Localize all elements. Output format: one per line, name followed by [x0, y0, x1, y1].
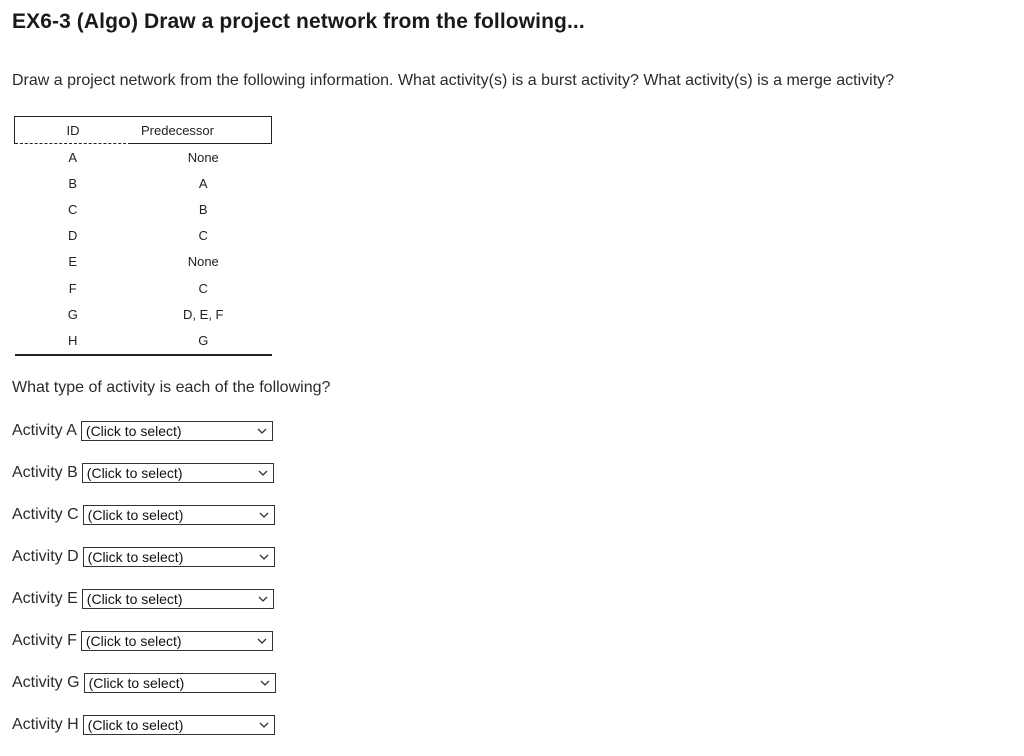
activity-label-b: Activity B — [12, 464, 78, 481]
select-value: (Click to select) — [86, 591, 183, 607]
table-row — [15, 249, 272, 275]
table-row — [15, 144, 272, 171]
page-title: EX6-3 (Algo) Draw a project network from the following... — [12, 10, 585, 33]
select-value: (Click to select) — [85, 633, 182, 649]
chevron-down-icon — [258, 720, 270, 730]
cell-id: D — [68, 228, 78, 244]
activity-row-d — [12, 546, 275, 568]
activity-row-e — [12, 588, 274, 610]
select-value: (Click to select) — [86, 465, 183, 481]
activity-f-select[interactable] — [81, 631, 273, 651]
cell-id: B — [68, 175, 78, 191]
activity-h-select[interactable] — [83, 715, 275, 735]
activity-d-select[interactable] — [83, 547, 275, 567]
column-header-predecessor: Predecessor — [131, 117, 272, 144]
activity-g-select[interactable] — [84, 673, 276, 693]
activity-row-g — [12, 672, 276, 694]
table-row — [15, 170, 272, 196]
activity-e-select[interactable] — [82, 589, 274, 609]
chevron-down-icon — [259, 678, 271, 688]
table-row — [15, 223, 272, 249]
cell-id: E — [68, 254, 78, 270]
table-header-row — [15, 117, 272, 144]
activity-row-a — [12, 420, 273, 442]
table-row — [15, 327, 272, 354]
cell-id: C — [68, 201, 78, 217]
chevron-down-icon — [258, 510, 270, 520]
predecessor-table — [14, 116, 272, 356]
activity-row-c — [12, 504, 275, 526]
chevron-down-icon — [256, 636, 268, 646]
table-row — [15, 301, 272, 327]
select-value: (Click to select) — [85, 423, 182, 439]
activity-label-e: Activity E — [12, 590, 78, 607]
activity-label-g: Activity G — [12, 674, 80, 691]
activity-label-h: Activity H — [12, 716, 79, 733]
cell-predecessor: C — [198, 280, 208, 296]
select-value: (Click to select) — [87, 717, 184, 733]
table-row — [15, 196, 272, 222]
cell-id: F — [68, 280, 77, 296]
cell-predecessor: B — [198, 201, 208, 217]
activity-c-select[interactable] — [83, 505, 275, 525]
cell-id: A — [68, 149, 78, 165]
column-header-id: ID — [15, 117, 132, 144]
activity-row-f — [12, 630, 273, 652]
cell-predecessor: G — [131, 327, 272, 354]
chevron-down-icon — [256, 426, 268, 436]
cell-predecessor: D, E, F — [183, 306, 224, 322]
activity-row-b — [12, 462, 274, 484]
activity-a-select[interactable] — [81, 421, 273, 441]
cell-id: H — [15, 327, 132, 354]
cell-id: G — [67, 306, 78, 322]
sub-question-text: What type of activity is each of the following? — [12, 379, 331, 396]
select-value: (Click to select) — [88, 675, 185, 691]
cell-predecessor: None — [187, 254, 219, 270]
chevron-down-icon — [258, 552, 270, 562]
select-value: (Click to select) — [87, 507, 184, 523]
chevron-down-icon — [257, 468, 269, 478]
table-row — [15, 275, 272, 301]
activity-row-h — [12, 714, 275, 736]
cell-predecessor: None — [187, 149, 219, 165]
cell-predecessor: A — [198, 175, 208, 191]
question-text: Draw a project network from the following information. What activity(s) is a burst activity? What activity(s) is a merge activity? — [12, 72, 895, 89]
chevron-down-icon — [257, 594, 269, 604]
activity-label-a: Activity A — [12, 422, 77, 439]
activity-label-c: Activity C — [12, 506, 79, 523]
activity-label-d: Activity D — [12, 548, 79, 565]
select-value: (Click to select) — [87, 549, 184, 565]
activity-b-select[interactable] — [82, 463, 274, 483]
activity-label-f: Activity F — [12, 632, 77, 649]
cell-predecessor: C — [198, 228, 208, 244]
